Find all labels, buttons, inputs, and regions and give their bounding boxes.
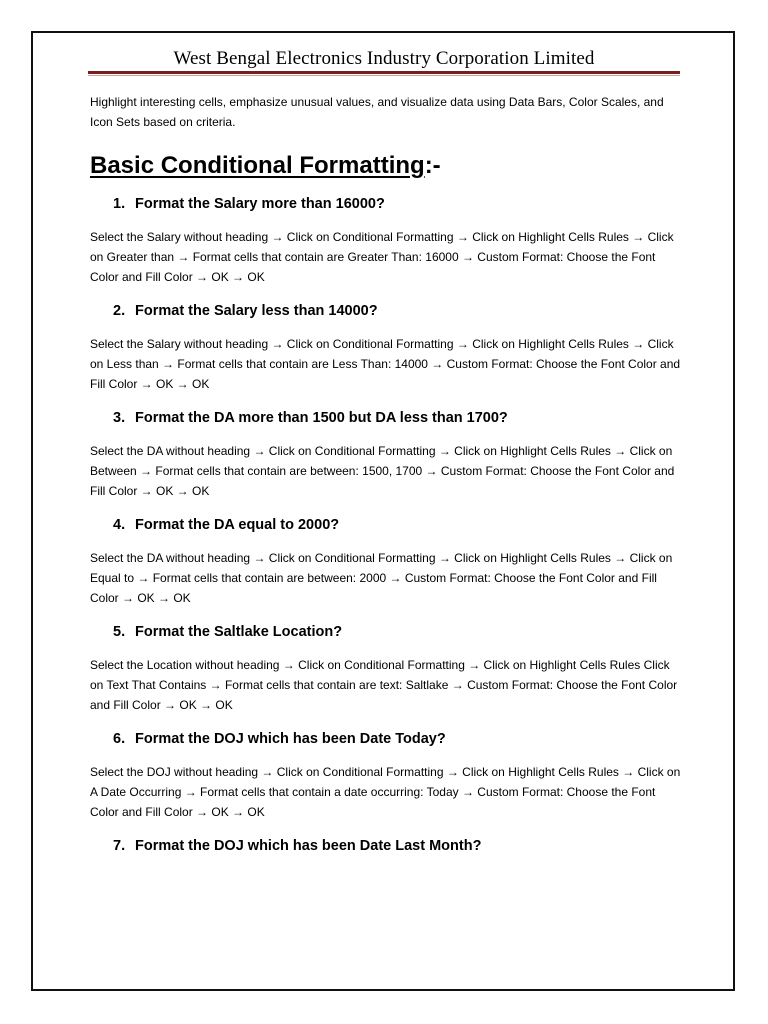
list-item-number: 1. <box>113 196 126 212</box>
list-item-title: Format the DOJ which has been Date Today? <box>135 731 446 747</box>
list-item-instructions: Select the DA without heading → Click on Conditional Formatting → Click on Highlight Cells Rules → Click on Equal to → Format cells that contain are between: 2000 → Custom Format: Choose the Font Color and Fill Color → OK → OK <box>90 551 673 605</box>
list-item <box>90 515 682 608</box>
list-item <box>90 836 682 856</box>
header-divider <box>88 71 680 77</box>
list-item-instructions: Select the Location without heading → Click on Conditional Formatting → Click on Highlight Cells Rules Click on Text That Contains → Format cells that contain are text: Saltlake → Custom Format: Choose the Font Color and Fill Color → OK → OK <box>90 658 678 712</box>
list-item <box>90 194 682 287</box>
list-item-title: Format the DOJ which has been Date Last Month? <box>135 838 482 854</box>
list-item-title: Format the DA more than 1500 but DA less than 1700? <box>135 410 508 426</box>
header-divider-thick <box>88 71 680 74</box>
list-item-title: Format the Salary more than 16000? <box>135 196 385 212</box>
list-item-number: 4. <box>113 517 126 533</box>
list-item-instructions: Select the DOJ without heading → Click on Conditional Formatting → Click on Highlight Cells Rules → Click on A Date Occurring → Format cells that contain a date occurring: Today → Custom Format: Choose the Font Color and Fill Color → OK → OK <box>90 765 681 819</box>
list-item <box>90 408 682 501</box>
list-item <box>90 729 682 822</box>
list-item-heading <box>90 408 682 428</box>
section-heading-underlined: Basic Conditional Formatting <box>90 152 425 179</box>
list-item-instructions: Select the Salary without heading → Click on Conditional Formatting → Click on Highlight Cells Rules → Click on Greater than → Format cells that contain are Greater Than: 16000 → Custom Format: Choose the Font Color and Fill Color → OK → OK <box>90 230 674 284</box>
list-item-heading <box>90 729 682 749</box>
list-item-heading <box>90 836 682 856</box>
document-header-title: West Bengal Electronics Industry Corporation Limited <box>173 48 595 69</box>
list-item-number: 3. <box>113 410 126 426</box>
list-item-number: 5. <box>113 624 126 640</box>
list-item <box>90 622 682 715</box>
list-item-title: Format the Saltlake Location? <box>135 624 343 640</box>
list-item-instructions: Select the DA without heading → Click on Conditional Formatting → Click on Highlight Cells Rules → Click on Between → Format cells that contain are between: 1500, 1700 → Custom Format: Choose the Font Color and Fill Color → OK → OK <box>90 444 675 498</box>
list-item-instructions: Select the Salary without heading → Click on Conditional Formatting → Click on Highlight Cells Rules → Click on Less than → Format cells that contain are Less Than: 14000 → Custom Format: Choose the Font Color and Fill Color → OK → OK <box>90 337 681 391</box>
list-item-number: 2. <box>113 303 126 319</box>
section-heading <box>90 150 682 182</box>
list-item-heading <box>90 194 682 214</box>
list-item-heading <box>90 515 682 535</box>
document-body <box>90 92 682 856</box>
list-item-number: 6. <box>113 731 126 747</box>
list-item-heading <box>90 301 682 321</box>
list-item-heading <box>90 622 682 642</box>
list-item-title: Format the DA equal to 2000? <box>135 517 340 533</box>
header-divider-thin <box>88 75 680 76</box>
section-heading-suffix: :- <box>424 152 441 179</box>
list-item-number: 7. <box>113 838 126 854</box>
list-item <box>90 301 682 394</box>
intro-paragraph: Highlight interesting cells, emphasize unusual values, and visualize data using Data Bars, Color Scales, and Icon Sets based on criteria. <box>90 95 664 129</box>
list-item-title: Format the Salary less than 14000? <box>135 303 378 319</box>
